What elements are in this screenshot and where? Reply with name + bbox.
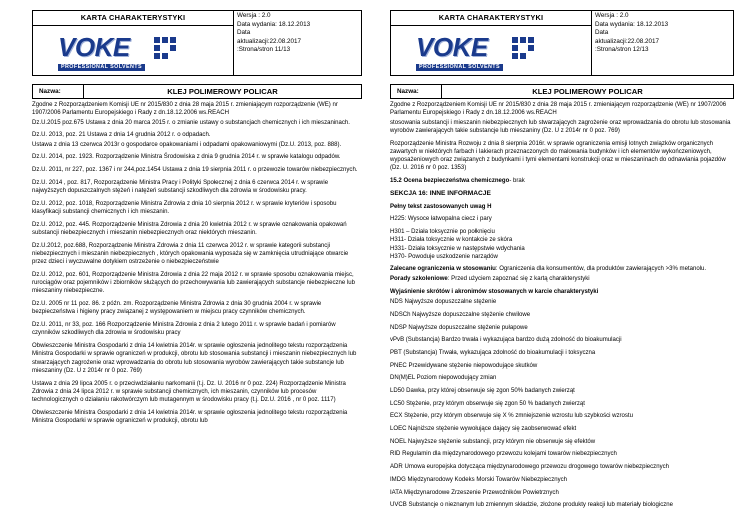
list-item: LOEC Najniższe stężenie wywołujące dający się zaobserwować efekt — [390, 426, 577, 433]
section-16-heading: SEKCJA 16: INNE INFORMACJE — [390, 190, 491, 198]
page-body — [390, 101, 734, 510]
paragraph: Dz.U. 2012, poz. 445. Rozporządzenie Ministra Zdrowia z dnia 20 kwietnia 2012 r. w sprawie oznakowania opakowań substancji niebezpiecznych i mieszanin niebezpiecznych oraz niektórych mieszanin. — [32, 221, 347, 236]
section-15-2-title: 15.2 Ocena bezpieczeństwa chemicznego — [390, 178, 510, 185]
paragraph: Dz.U. 2011, nr 33, poz. 166 Rozporządzenie Ministra Zdrowia z dnia 2 lutego 2011 r. w sprawie badań i pomiarów czynników szkodliwych dla zdrowia w środowisku pracy — [32, 322, 336, 337]
update-date: aktualizacji:22.08.2017 — [237, 37, 302, 45]
paragraph: Dz.U. 2012, poz. 601, Rozporządzenie Ministra Zdrowia z dnia 22 maja 2012 r. w sprawie sposobu oznakowania miejsc, rurociągów oraz pojemników i zbiorników służących do przechowywania lub zawierających substancje niebezpieczne lub mieszaniny niebezpieczne. — [32, 271, 356, 295]
abbreviations-list — [390, 298, 734, 509]
product-name-row — [32, 84, 362, 99]
logo-wordmark: VOKE — [58, 31, 130, 62]
regulation-note: Zgodne z Rozporządzeniem Komisji UE nr 2015/830 z dnia 28 maja 2015 r. zmieniającym rozporządzenie (WE) nr 1907/2006 Parlamentu Europejskiego i Rady z dn.18.12.2006 ws.REACH — [32, 102, 338, 117]
list-item: IMDG Międzynarodowy Kodeks Morski Towarów Niebezpiecznych — [390, 476, 567, 483]
paragraph: Dz.U.2015 poz.675 Ustawa z dnia 20 marca 2015 r. o zmianie ustawy o substancjach chemicznych i ich mieszaninach. — [32, 119, 350, 126]
list-item: NOEL Najwyższe stężenie substancji, przy którym nie obserwuje się efektów — [390, 438, 596, 445]
product-name: KLEJ POLIMEROWY POLICAR — [167, 87, 278, 96]
update-date: aktualizacji:22.08.2017 — [595, 37, 660, 45]
paragraph: Ustawa z dnia 13 czerwca 2013r o gospodarce opakowaniami i odpadami opakowaniowymi (Dz.U. 2013, poz. 888). — [32, 141, 342, 148]
date-label: Data — [595, 29, 609, 37]
list-item: DN(M)EL Poziom niepowodujący zmian — [390, 375, 497, 382]
page-number: :Strona/stron 11/13 — [237, 46, 291, 54]
paragraph: Dz.U. 2014, poz. 1923. Rozporządzenie Ministra Środowiska z dnia 9 grudnia 2014 r. w sprawie katalogu odpadów. — [32, 154, 341, 161]
restrictions-label: Zalecane ograniczenia w stosowaniu — [390, 266, 496, 273]
paragraph: Obwieszczenie Ministra Gospodarki z dnia 14 kwietnia 2014r. w sprawie ogłoszenia jednolitego tekstu rozporządzenia Ministra Gospodarki w sprawie ograniczeń w produkcji, obrotu lub stosowania substancji i mieszanin niebezpiecznych lub stwarzających zagrożenie oraz wprowadzania do obrotu lub stosowania wyrobów zawierających takie substancje lub mieszaniny (Dz. U z 2014r nr 0 poz. 769) — [32, 343, 357, 375]
name-label: Nazwa: — [33, 85, 84, 98]
section-15-2 — [390, 177, 734, 185]
paragraph: Dz.U. 2012, poz. 1018, Rozporządzenie Ministra Zdrowia z dnia 10 sierpnia 2012 r. w sprawie kryteriów i sposobu klasyfikacji substancji chemicznych i ich mieszanin. — [32, 200, 337, 215]
recommended-restrictions — [390, 265, 734, 273]
list-item: RID Regulamin dla międzynarodowego przewozu kolejami towarów niebezpiecznych — [390, 451, 617, 458]
restrictions-value: : Ograniczenia dla konsumentów, dla produktów zawierających >3% metanolu. — [495, 266, 707, 273]
list-item: H331- Działa toksycznie w następstwie wdychania — [390, 245, 525, 252]
document-title: KARTA CHARAKTERYSTYKI — [391, 11, 591, 26]
paragraph: Dz.U.2012, poz.688, Rozporządzenie Ministra Zdrowia z dnia 11 czerwca 2012 r. w sprawie kategorii substancji niebezpiecznych i mieszanin niebezpiecznych , których opakowania wyposaża się w zamknięcia utrudniające otwarcie przez dzieci i wyczuwalne dotykiem ostrzeżenie o niebezpieczeństwie — [32, 242, 349, 266]
list-item: UVCB Substancje o nieznanym lub zmiennym składzie, złożone produkty reakcji lub materiały biologiczne — [390, 502, 673, 509]
paragraph: Dz.U. 2013, poz. 21 Ustawa z dnia 14 grudnia 2012 r. o odpadach. — [32, 132, 211, 139]
list-item: H311- Działa toksycznie w kontakcie ze skóra — [390, 237, 513, 244]
version-info — [233, 10, 362, 76]
issue-date: Data wydania: 18.12.2013 — [237, 20, 311, 28]
list-item: PNEC Przewidywane stężenie niepowodujące skutków — [390, 362, 538, 369]
list-item: NDSCh Najwyższe dopuszczalne stężenie chwilowe — [390, 311, 531, 318]
date-label: Data — [237, 29, 251, 37]
list-item: ADR Umowa europejska dotycząca międzynarodowego przewozu drogowego towarów niebezpiecznych — [390, 464, 669, 471]
h-statements-label: Pełny tekst zastosowanych uwag H — [390, 203, 492, 210]
list-item: vPvB (Substancja) Bardzo trwała i wykazująca bardzo dużą zdolność do bioakumulacji — [390, 337, 622, 344]
logo-tagline: PROFESSIONAL SOLVENTS — [416, 64, 503, 71]
abbreviations-title: Wyjaśnienie skrótów i akronimów stosowanych w karcie charakterystyki — [390, 288, 599, 295]
page-number: :Strona/stron 12/13 — [595, 46, 649, 54]
section-15-2-value: - brak — [509, 178, 525, 185]
version-line: Wersja : 2.0 — [237, 12, 271, 19]
list-item: H370- Powoduje uszkodzenie narządów — [390, 254, 498, 261]
training-advice — [390, 275, 734, 283]
list-item: LC50 Stężenie, przy którym obserwuje się zgon 50 % badanych zwierząt — [390, 400, 585, 407]
training-value: : Przed użyciem zapoznać się z kartą charakterystyki — [447, 275, 590, 282]
list-item: NDS Najwyższe dopuszczalne stężenie — [390, 299, 497, 306]
list-item: IATA Międzynarodowe Zrzeszenie Przewoźników Powietrznych — [390, 489, 559, 496]
h-statement-list — [390, 228, 734, 261]
paragraph: Obwieszczenie Ministra Gospodarki z dnia 14 kwietnia 2014r. w sprawie ogłoszenia jednolitego tekstu rozporządzenia Ministra Gospodarki w sprawie ograniczeń w produkcji, obrotu lub — [32, 409, 348, 425]
document-title: KARTA CHARAKTERYSTYKI — [33, 11, 233, 26]
list-item: LD50 Dawka, przy której obserwuje się zgon 50% badanych zwierząt — [390, 388, 575, 395]
page-header — [32, 10, 362, 76]
logo-wordmark: VOKE — [416, 31, 488, 62]
voke-logo — [416, 31, 566, 71]
paragraph: Dz.U. 2011, nr 227, poz. 1367 i nr 244,poz.1454 Ustawa z dnia 19 sierpnia 2011 r. o przewozie towarów niebezpiecznych. — [32, 166, 358, 173]
logo-square-mark — [512, 37, 534, 59]
issue-date: Data wydania: 18.12.2013 — [595, 20, 669, 28]
product-name: KLEJ POLIMEROWY POLICAR — [532, 87, 643, 96]
list-item: H301 – Działa toksycznie po połknięciu — [390, 229, 495, 236]
product-name-row — [390, 84, 734, 99]
list-item: ECX Stężenie, przy którym obserwuje się X % zmniejszenie wzrostu lub szybkości wzrostu — [390, 413, 633, 420]
logo-square-mark — [154, 37, 176, 59]
training-label: Porady szkoleniowe — [390, 275, 448, 282]
regulation-note: Zgodne z Rozporządzeniem Komisji UE nr 2015/830 z dnia 28 maja 2015 r. zmieniającym rozporządzenie (WE) nr 1907/2006 Parlamentu Europejskiego i Rady z dn.18.12.2006 ws.REACH — [390, 102, 727, 117]
voke-logo — [58, 31, 208, 71]
page-body — [32, 101, 362, 426]
paragraph: stosowania substancji i mieszanin niebezpiecznych lub stwarzających zagrożenie oraz wprowadzania do obrotu lub stosowania wyrobów zawierających takie substancje lub mieszaniny (Dz. U z 2014r nr 0 poz. 769) — [390, 119, 731, 134]
version-line: Wersja : 2.0 — [595, 12, 629, 19]
h225-statement: H225: Wysoce łatwopalna ciecz i pary — [390, 216, 492, 223]
list-item: NDSP Najwyższe dopuszczalne stężenie pułapowe — [390, 324, 528, 331]
page-header — [390, 10, 734, 76]
name-label: Nazwa: — [391, 85, 442, 98]
logo-tagline: PROFESSIONAL SOLVENTS — [58, 64, 145, 71]
paragraph: Ustawa z dnia 29 lipca 2005 r. o przeciwdziałaniu narkomanii (t.j. Dz. U. 2016 nr 0 poz. 224) Rozporządzenie Ministra Zdrowia z dnia 24 lipca 2012 r. w sprawie substancji chemicznych, ich mieszanin, czynników lub procesów technologicznych o działaniu rakotwórczym lub mutagennym w środowisku pracy (t.j. Dz.U. 2016 , nr 0 poz. 1117) — [32, 380, 346, 404]
document-page-12 — [380, 0, 755, 527]
list-item: PBT (Substancja) Trwała, wykazująca zdolność do bioakumulacji i toksyczna — [390, 349, 596, 356]
paragraph: Rozporządzenie Ministra Rozwoju z dnia 8 sierpnia 2016r. w sprawie ograniczenia emisji lotnych związków organicznych zawartych w niektórych farbach i lakierach przeznaczonych do malowania budynków i ich elementów wykończeniowych, wyposażeniowych oraz związanych z budynkami i tymi elementami konstrukcji oraz w mieszaninach do odnawiania pojazdów (Dz. U. 2016 nr 0 poz. 1353) — [390, 140, 726, 172]
paragraph: Dz.U. 2005 nr 11 poz. 86. z późn. zm. Rozporządzenie Ministra Zdrowia z dnia 30 grudnia 2004 r. w sprawie bezpieczeństwa i higieny pracy związanej z występowaniem w miejscu pracy czynników chemicznych. — [32, 301, 322, 316]
paragraph: Dz.U. 2014 , poz. 817, Rozporządzenie Ministra Pracy i Polityki Społecznej z dnia 6 czerwca 2014 r. w sprawie najwyższych dopuszczalnych stężeń i natężeń substancji szkodliwych dla zdrowia w środowisku pracy. — [32, 179, 329, 194]
version-info — [591, 10, 734, 76]
